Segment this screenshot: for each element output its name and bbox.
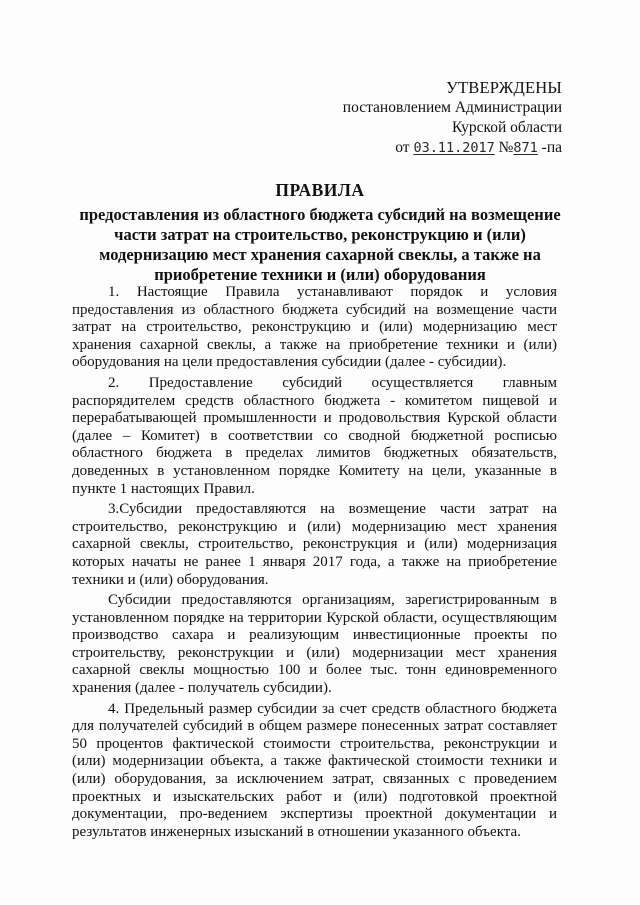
approval-date-number bbox=[343, 138, 562, 158]
title-main: ПРАВИЛА bbox=[275, 180, 365, 200]
approval-block bbox=[343, 78, 562, 158]
number-suffix: -па bbox=[541, 139, 562, 156]
from-prefix: от bbox=[395, 139, 410, 156]
number-prefix: № bbox=[498, 139, 514, 156]
paragraph-2: 2. Предоставление субсидий осуществляется главным распорядителем средств областного бюджета - комитетом пищевой и перерабатывающей промышленности и продовольствия Курской области (далее – Комитет) в соответствии со сводной бюджетной росписью областного бюджета в пределах лимитов бюджетных обязательств, доведенных в установленном порядке Комитету на цели, указанные в пункте 1 настоящих Правил. bbox=[72, 374, 557, 497]
approval-heading: УТВЕРЖДЕНЫ bbox=[446, 78, 562, 97]
paragraph-1: 1. Настоящие Правила устанавливают порядок и условия предоставления из областного бюджета субсидий на возмещение части затрат на строительство, реконструкцию и (или) модернизацию мест хранения сахарной свеклы, а также на приобретение техники и (или) оборудования на цели предоставления субсидии (далее - субсидии). bbox=[72, 284, 557, 371]
paragraph-3: 3.Субсидии предоставляются на возмещение части затрат на строительство, реконструкцию и (или) модернизацию мест хранения сахарной свеклы, строительство, реконструкция и (или) модернизация которых начаты не ранее 1 января 2017 года, а также на приобретение техники и (или) оборудования. bbox=[72, 501, 557, 588]
approval-authority: постановлением Администрации bbox=[342, 99, 562, 116]
paragraph-4: Субсидии предоставляются организациям, зарегистрированным в установленном порядке на территории Курской области, осуществляющим производство сахара и реализующим инвестиционные проекты по строительству, реконструкции и (или) модернизации мест хранения сахарной свеклы мощностью 100 и более тыс. тонн единовременного хранения (далее - получатель субсидии). bbox=[72, 592, 557, 697]
approval-region: Курской области bbox=[451, 119, 562, 136]
document-title bbox=[62, 180, 578, 285]
approval-date: 03.11.2017 bbox=[413, 140, 495, 156]
title-subtitle: предоставления из областного бюджета субсидий на возмещение части затрат на строительство, реконструкцию и (или) модернизацию мест хранения сахарной свеклы, а также на приобретение техники и (или) оборудования bbox=[79, 205, 561, 284]
approval-number: 871 bbox=[513, 140, 538, 156]
paragraph-5: 4. Предельный размер субсидии за счет средств областного бюджета для получателей субсидий в общем размере понесенных затрат составляет 50 процентов фактической стоимости строительства, реконструкции и (или) модернизации объекта, а также фактической стоимости техники и (или) оборудования, за исключением затрат, связанных с проведением проектных и изыскательских работ и (или) подготовкой проектной документации, про-ведением экспертизы проектной документации и результатов инженерных изысканий в отношении указанного объекта. bbox=[72, 700, 557, 840]
document-body bbox=[72, 284, 557, 844]
